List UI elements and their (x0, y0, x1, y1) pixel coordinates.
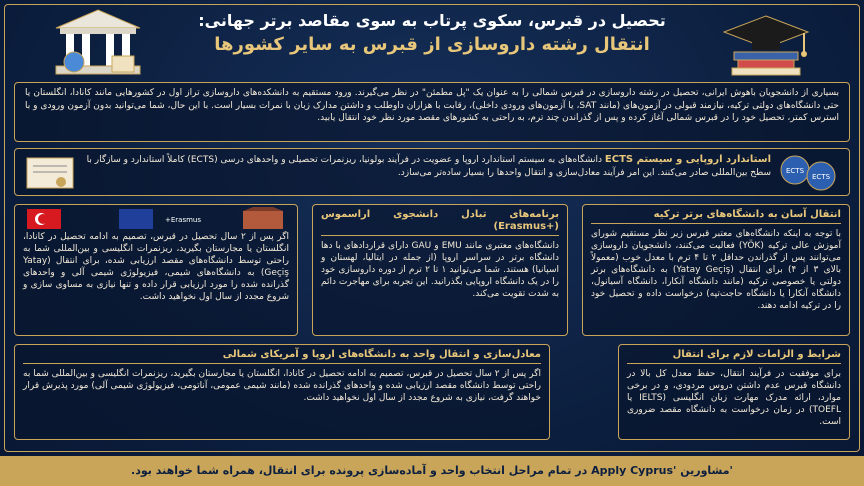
ects-badges-icon (775, 152, 843, 192)
north-america-text: اگر پس از ۲ سال تحصیل در قبرس، تصمیم به ادامه تحصیل در کانادا، انگلستان یا مجارستان بگیرید، ریزنمرات انگلیسی و بین‌المللی شما به راحتی توسط دانشگاه مقصد ارزیابی شده و واحدهای گذرانده شده (مانند شیمی عمومی، آناتومی، فیزیولوژی شیمی آلی) مورد پذیرش قرار خواهند گرفت، نیازی به شروع مجدد از سال اول نخواهید داشت. (23, 369, 541, 403)
turkey-text: با توجه به اینکه دانشگاه‌های معتبر قبرس زیر نظر مستقیم شورای آموزش عالی ترکیه (YÖK) فعالیت می‌کنند، دانشجویان داروسازی می‌توانند پس از گذراندن حداقل ۲ تا ۴ ترم با معدل خوب (معمولاً بالای ۳ از ۴) برای انتقال (Yatay Geçiş) به دانشگاه‌های برتر دولتی یا خصوصی ترکیه (مانند دانشگاه آنکارا، دانشگاه آسیانول، دانشگاه آنکارا یا دانشگاه حاجت‌تپه) درخواست داده و تحصیل خود را در ترکیه ادامه دهند. (591, 229, 842, 311)
ects-box (14, 148, 850, 196)
flags-landmarks-icon (23, 207, 293, 231)
top-left-box (14, 204, 298, 336)
erasmus-box (312, 204, 568, 336)
title-line2: انتقال رشته داروسازی از قبرس به سایر کشورها (214, 34, 650, 55)
ects-badge-2: ECTS (811, 173, 831, 181)
certificate-icon (23, 154, 77, 192)
turkey-title: انتقال آسان به دانشگاه‌های برتر ترکیه (591, 209, 841, 224)
ects-text: دانشگاه‌های به سیستم استاندارد اروپا و عضویت در فرآیند بولونیا، ریزنمرات تحصیلی و واحدهای درسی (ECTS) کاملاً استاندارد و سازگار با سطح بین‌المللی صادر می‌کنند. این امر فرآیند معادل‌سازی و انتقال واحدها را بسیار ساده‌تر می‌سازد. (86, 155, 771, 178)
header (140, 10, 724, 58)
university-building-icon (48, 6, 148, 78)
top-left-text: اگر پس از ۲ سال تحصیل در قبرس، تصمیم به ادامه تحصیل در کانادا، انگلستان یا مجارستان بگیرید، ریزنمرات انگلیسی و بین‌المللی شما به راحتی توسط دانشگاه‌های مقصد ارزیابی شده، برای انتقال (Yatay Geçiş) به دانشگاه‌های شیمی، فیزیولوژی شیمی آلی و واحدهای گذرانده شده را مورد ارزیابی قرار داده و تنها نیازی به مساوی سازی و شروع مجدد از سال اول نخواهید داشت. (23, 232, 289, 302)
footer-banner (0, 456, 864, 486)
erasmus-label: Erasmus+ (164, 216, 202, 224)
footer-text: 'مشاورین 'Apply Cyprus در تمام مراحل انتخاب واحد و آماده‌سازی پرونده برای انتقال، همراه شما خواهند بود. (131, 464, 733, 477)
title-line1: تحصیل در قبرس، سکوی پرتاب به سوی مقاصد برتر جهانی: (198, 11, 666, 30)
requirements-box (618, 344, 850, 440)
intro-box (14, 82, 850, 142)
erasmus-title: برنامه‌های تبادل دانشجوی اراسموس (+Erasmus) (321, 209, 559, 236)
turkey-transfer-box (582, 204, 850, 336)
north-america-box (14, 344, 550, 440)
intro-text: بسیاری از دانشجویان باهوش ایرانی، تحصیل در رشته داروسازی در قبرس شمالی را به عنوان یک "پل مطمئن" در نظر می‌گیرند. ورود مستقیم به دانشکده‌های داروسازی تراز اول در کشورهایی مانند کانادا، انگلستان یا حتی دانشگاه‌های دولتی ترکیه، نیازمند قبولی در آزمون‌های (مانند SAT، یا آزمون‌های ورودی داخلی)، رقابت با هزاران داوطلب و داشتن مدارک زبان با نمرات بسیار است. با این حال، شما می‌توانید بدون آزمون ورودی و با استرس کمتر، تحصیل خود را در قبرس شمالی آغاز کرده و پس از گذراندن چند ترم، به راحتی به کشورهای مقصد مورد نظر خود انتقال یابید. (25, 88, 839, 123)
erasmus-text: دانشگاه‌های معتبری مانند EMU و GAU دارای قراردادهای با دها دانشگاه برتر در سراسر اروپا (از جمله در ایتالیا، لهستان و اسپانیا) هستند. شما می‌توانید ۱ تا ۲ ترم از دوره داروسازی خود را در یک دانشگاه اروپایی بگذرانید. این تجربه برای مهاجرت دائم به شدت تقویت می‌کند. (321, 241, 559, 299)
requirements-text: برای موفقیت در فرآیند انتقال، حفظ معدل کل بالا در دانشگاه قبرس عدم داشتن دروس مردودی، و در برخی موارد، ارائه مدرک مهارت زبان انگلیسی (IELTS یا TOEFL) در زمان درخواست به دانشگاه مقصد ضروری است. (627, 369, 841, 427)
graduation-cap-icon (716, 8, 816, 78)
ects-badge-1: ECTS (785, 167, 805, 175)
ects-title: استاندارد اروپایی و سیستم ECTS (604, 154, 771, 165)
requirements-title: شرایط و الزامات لازم برای انتقال (627, 349, 841, 364)
north-america-title: معادل‌سازی و انتقال واحد به دانشگاه‌های اروپا و آمریکای شمالی (23, 349, 541, 364)
